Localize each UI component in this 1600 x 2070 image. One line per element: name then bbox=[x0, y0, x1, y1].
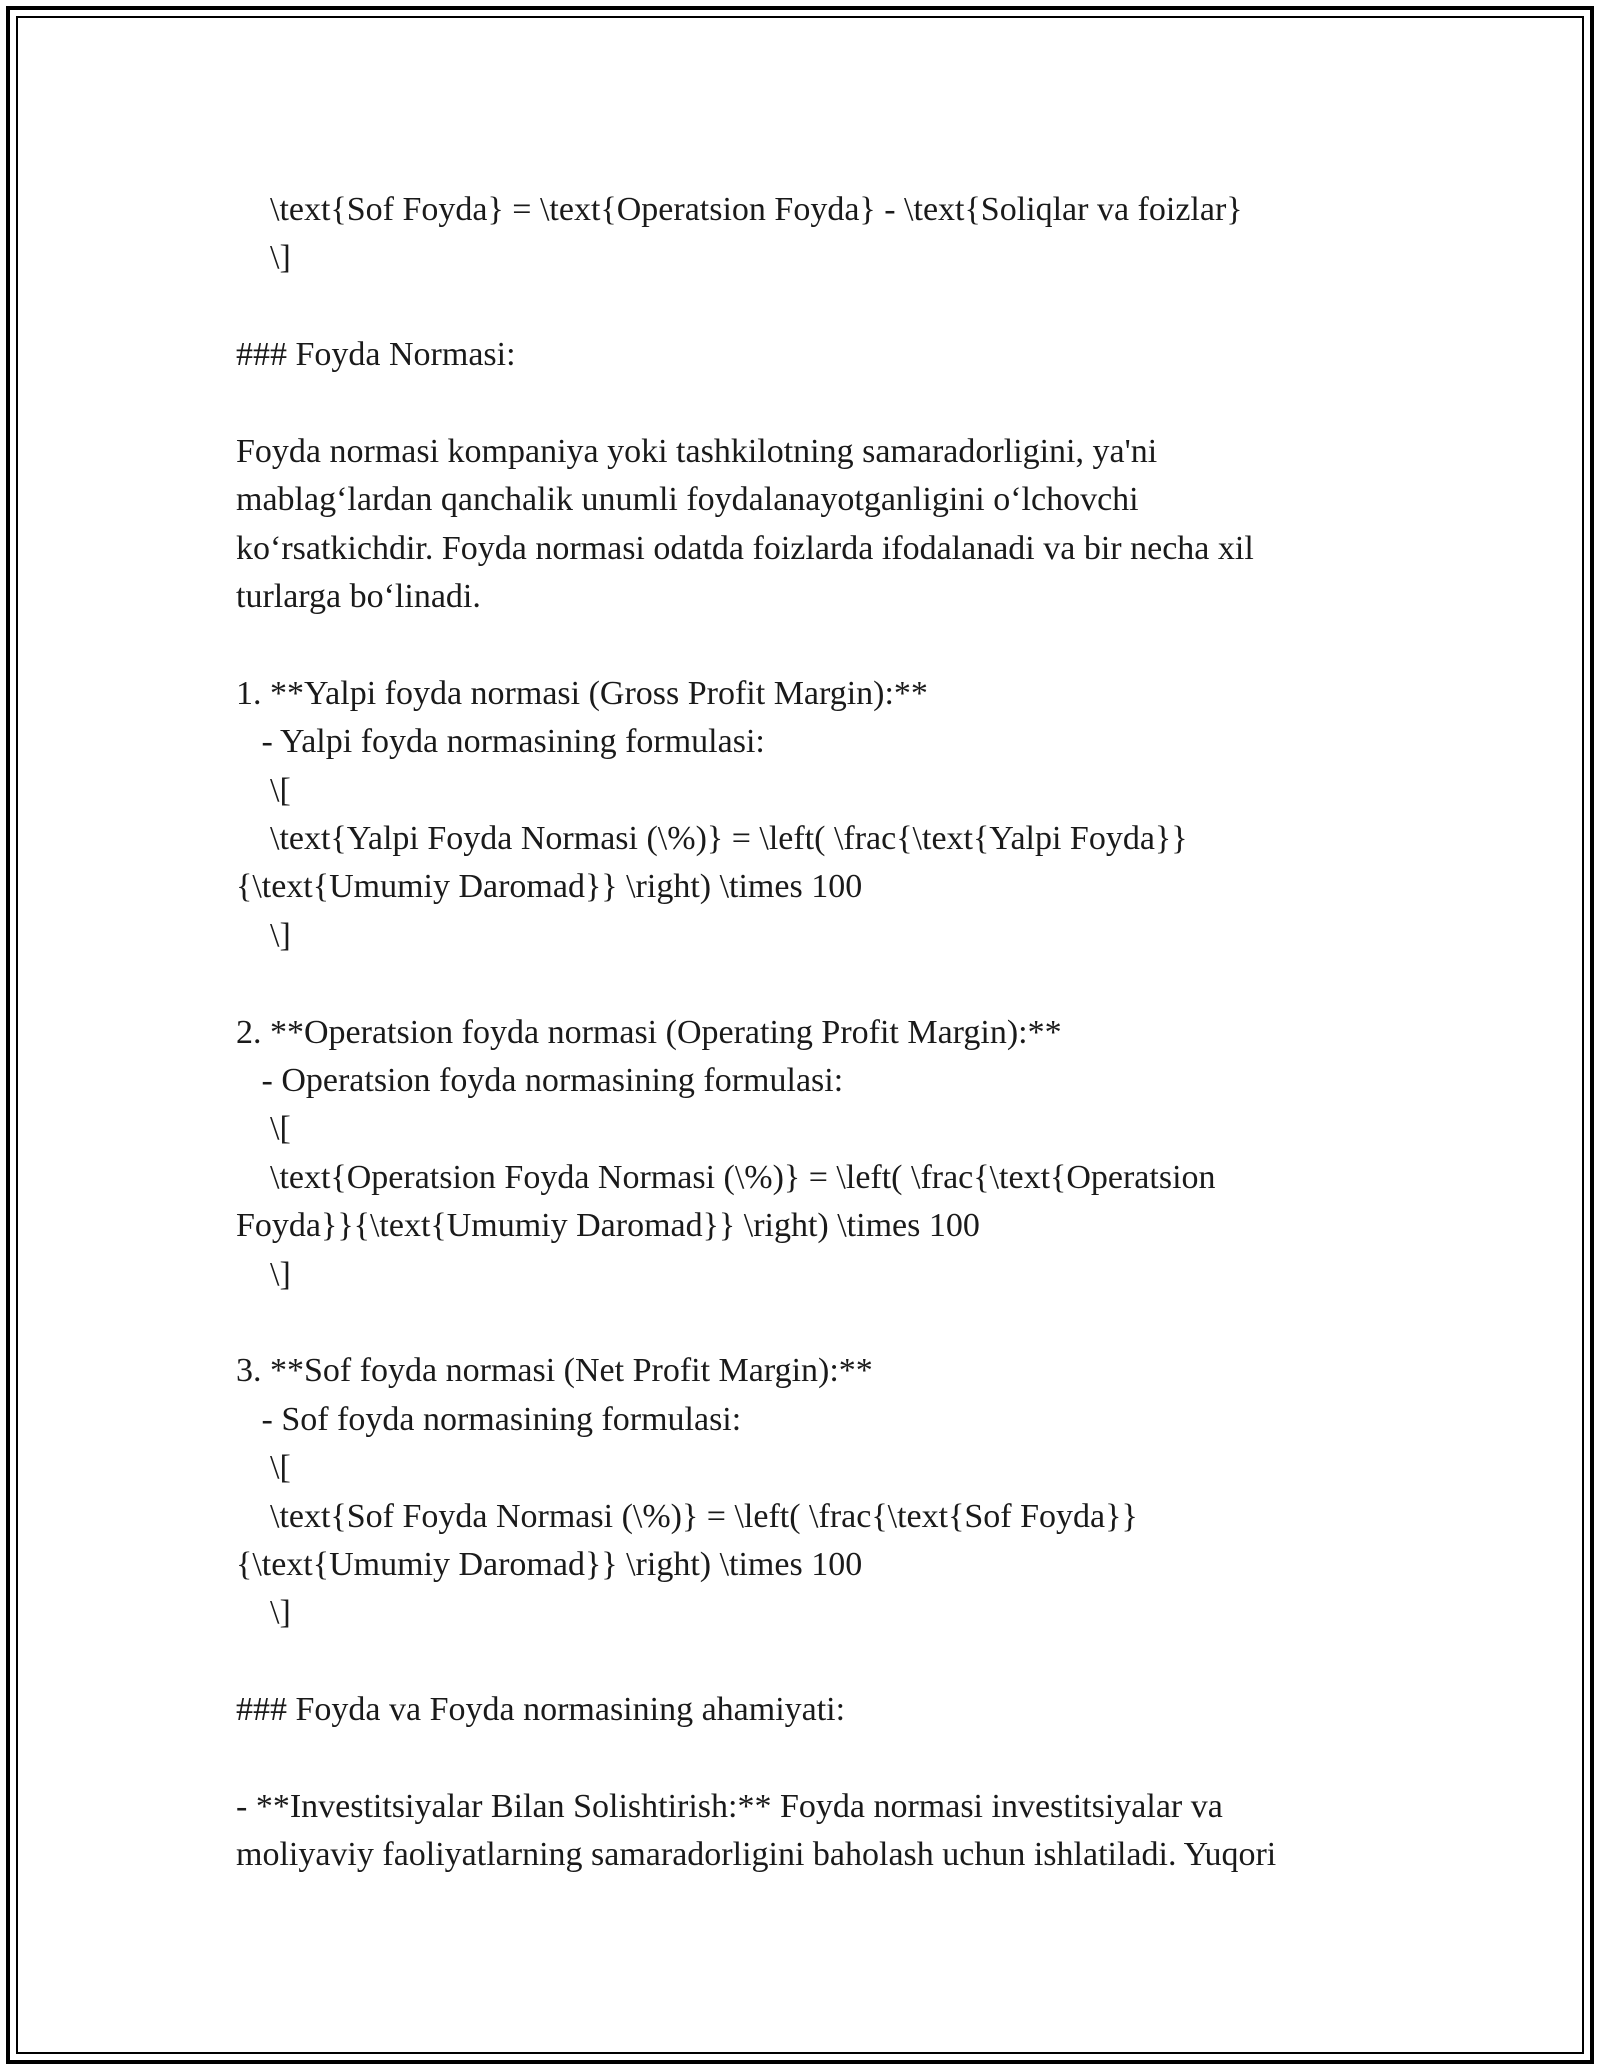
blank-line bbox=[236, 1299, 1386, 1347]
blank-line bbox=[236, 380, 1386, 428]
formula-line: Foyda}}{\text{Umumiy Daromad}} \right) \times 100 bbox=[236, 1207, 980, 1245]
sub-item-line: - Operatsion foyda normasining formulasi: bbox=[236, 1062, 844, 1100]
paragraph-line: turlarga bo‘linadi. bbox=[236, 578, 481, 616]
list-item-gross-margin: 1. **Yalpi foyda normasi (Gross Profit Margin):** bbox=[236, 674, 928, 712]
section-heading-foyda-normasi: ### Foyda Normasi: bbox=[236, 336, 516, 374]
blank-line bbox=[236, 622, 1386, 670]
sub-item-line: - Yalpi foyda normasining formulasi: bbox=[236, 723, 765, 761]
formula-line: {\text{Umumiy Daromad}} \right) \times 100 bbox=[236, 868, 863, 906]
list-item-operating-margin: 2. **Operatsion foyda normasi (Operating Profit Margin):** bbox=[236, 1013, 1062, 1051]
bullet-item-line: moliyaviy faoliyatlarning samaradorligini baholash uchun ishlatiladi. Yuqori bbox=[236, 1836, 1277, 1874]
blank-line bbox=[236, 283, 1386, 331]
formula-close: \] bbox=[236, 239, 291, 277]
formula-line: {\text{Umumiy Daromad}} \right) \times 100 bbox=[236, 1545, 863, 1583]
formula-line: \text{Yalpi Foyda Normasi (\%)} = \left( \frac{\text{Yalpi Foyda}} bbox=[236, 820, 1188, 858]
formula-line: \text{Operatsion Foyda Normasi (\%)} = \left( \frac{\text{Operatsion bbox=[236, 1158, 1216, 1196]
formula-close: \] bbox=[236, 1594, 291, 1632]
document-body bbox=[236, 186, 1386, 1880]
sub-item-line: - Sof foyda normasining formulasi: bbox=[236, 1400, 742, 1438]
paragraph-line: ko‘rsatkichdir. Foyda normasi odatda foizlarda ifodalanadi va bir necha xil bbox=[236, 529, 1254, 567]
formula-line: \text{Sof Foyda Normasi (\%)} = \left( \frac{\text{Sof Foyda}} bbox=[236, 1497, 1138, 1535]
formula-close: \] bbox=[236, 916, 291, 954]
list-item-net-margin: 3. **Sof foyda normasi (Net Profit Margin):** bbox=[236, 1352, 873, 1390]
paragraph-line: Foyda normasi kompaniya yoki tashkilotning samaradorligini, ya'ni bbox=[236, 432, 1158, 470]
formula-close: \] bbox=[236, 1255, 291, 1293]
blank-line bbox=[236, 1735, 1386, 1783]
bullet-item-line: - **Investitsiyalar Bilan Solishtirish:** Foyda normasi investitsiyalar va bbox=[236, 1787, 1223, 1825]
formula-line: \text{Sof Foyda} = \text{Operatsion Foyda} - \text{Soliqlar va foizlar} bbox=[236, 191, 1243, 228]
blank-line bbox=[236, 960, 1386, 1008]
blank-line bbox=[236, 1638, 1386, 1686]
formula-open: \[ bbox=[236, 1449, 291, 1487]
section-heading-ahamiyati: ### Foyda va Foyda normasining ahamiyati: bbox=[236, 1691, 846, 1729]
paragraph-line: mablag‘lardan qanchalik unumli foydalanayotganligini o‘lchovchi bbox=[236, 481, 1139, 519]
formula-open: \[ bbox=[236, 771, 291, 809]
formula-open: \[ bbox=[236, 1110, 291, 1148]
